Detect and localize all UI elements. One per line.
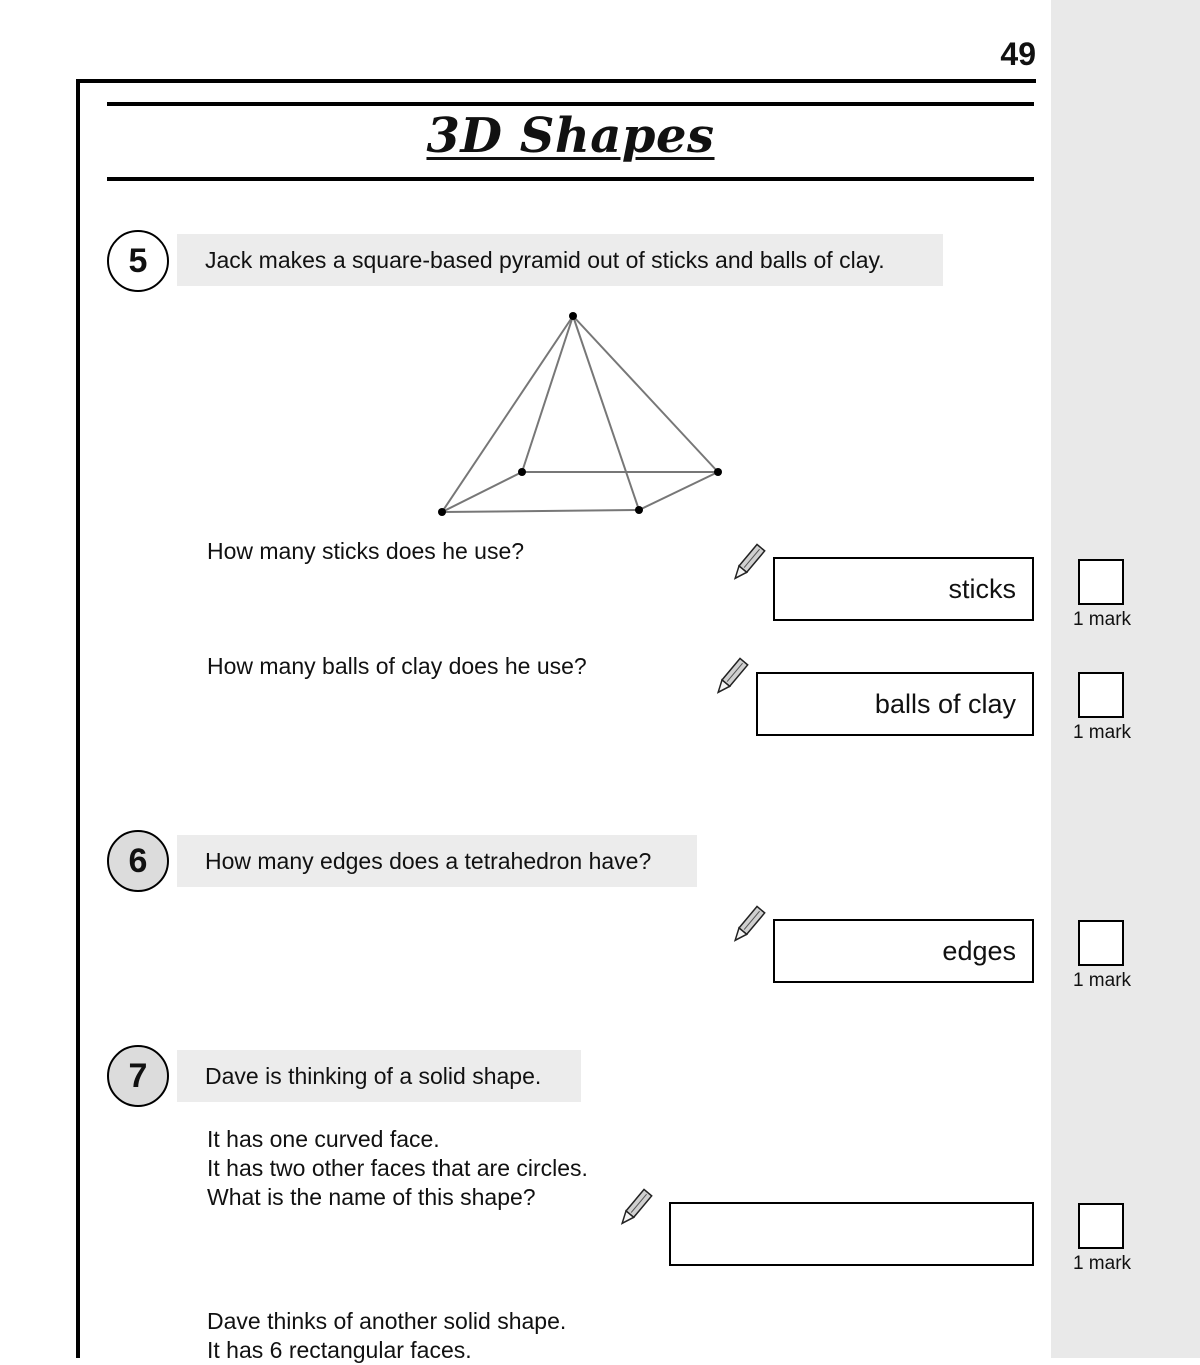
answer-box[interactable]: balls of clay	[756, 672, 1034, 736]
mark-box	[1078, 1203, 1124, 1249]
title-rule-top	[107, 102, 1034, 106]
question-number: 7	[107, 1045, 169, 1107]
question-line: It has two other faces that are circles.	[207, 1155, 588, 1181]
question-line: What is the name of this shape?	[207, 1184, 536, 1210]
pencil-icon	[726, 541, 770, 585]
question-number: 6	[107, 830, 169, 892]
mark-box	[1078, 920, 1124, 966]
page-frame-top	[76, 79, 1036, 83]
question-prompt: Dave is thinking of a solid shape.	[177, 1050, 581, 1102]
question-prompt: How many edges does a tetrahedron have?	[177, 835, 697, 887]
mark-margin	[1051, 0, 1200, 1358]
answer-box[interactable]: edges	[773, 919, 1034, 983]
question-line: Dave thinks of another solid shape.	[207, 1308, 567, 1334]
square-pyramid-diagram	[430, 305, 730, 520]
pencil-icon	[726, 903, 770, 947]
question-part-text: How many sticks does he use?	[207, 538, 525, 564]
mark-label: 1 mark	[1072, 609, 1132, 630]
question-part-text: How many balls of clay does he use?	[207, 653, 587, 679]
page-title: 3D Shapes	[426, 108, 715, 164]
answer-box[interactable]: sticks	[773, 557, 1034, 621]
pencil-icon	[709, 655, 753, 699]
mark-box	[1078, 672, 1124, 718]
question-line: It has one curved face.	[207, 1126, 440, 1152]
mark-label: 1 mark	[1072, 1253, 1132, 1274]
page-number: 49	[1000, 36, 1036, 72]
page-frame-left	[76, 79, 80, 1358]
mark-box	[1078, 559, 1124, 605]
question-number: 5	[107, 230, 169, 292]
question-line: It has 6 rectangular faces.	[207, 1337, 472, 1363]
mark-label: 1 mark	[1072, 722, 1132, 743]
mark-label: 1 mark	[1072, 970, 1132, 991]
title-rule-bottom	[107, 177, 1034, 181]
question-prompt: Jack makes a square-based pyramid out of sticks and balls of clay.	[177, 234, 943, 286]
answer-box[interactable]	[669, 1202, 1034, 1266]
pencil-icon	[613, 1186, 657, 1230]
